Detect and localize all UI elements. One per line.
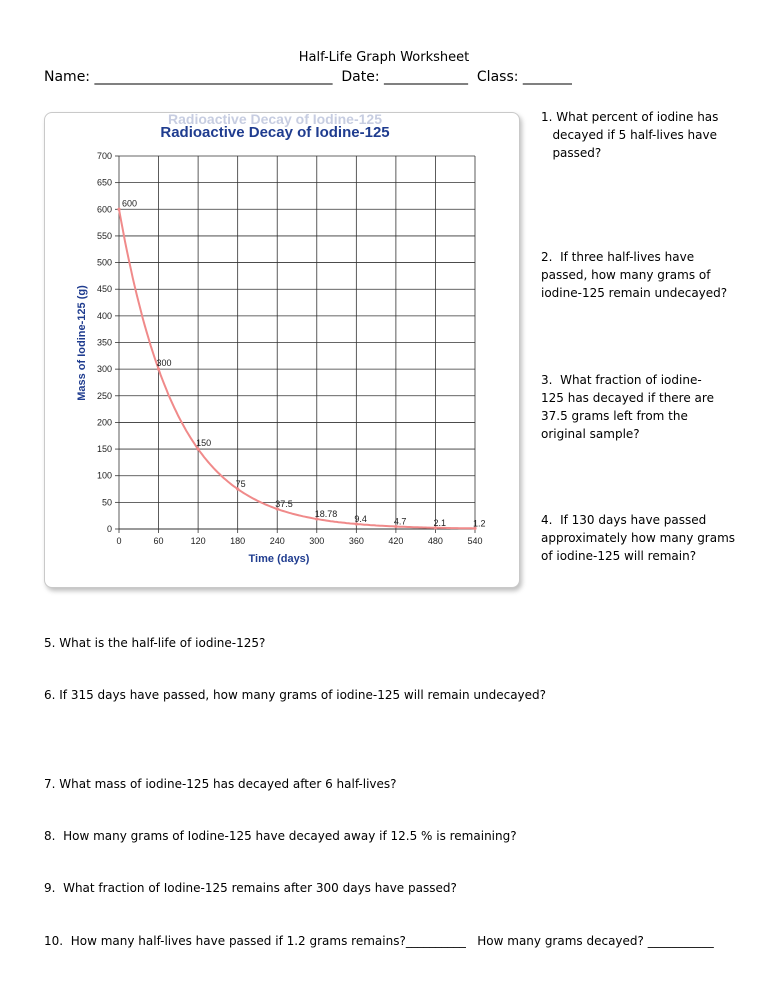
x-tick-label: 360 [348, 536, 364, 546]
x-tick-label: 180 [230, 536, 246, 546]
y-tick-label: 300 [96, 364, 112, 375]
side-question-2: 2. If three half-lives have passed, how many grams of iodine-125 remain undecayed? [541, 250, 728, 300]
x-tick-label: 480 [427, 536, 443, 546]
y-tick-label: 450 [96, 284, 112, 295]
x-tick-label: 120 [190, 536, 206, 546]
data-label: 1.2 [473, 518, 486, 529]
data-label: 4.7 [393, 516, 407, 527]
question-7: 7. What mass of iodine-125 has decayed after 6 half-lives? [44, 777, 397, 791]
y-tick-label: 600 [96, 204, 112, 215]
y-tick-label: 350 [96, 337, 112, 348]
data-point [117, 208, 120, 211]
y-tick-label: 550 [96, 230, 112, 241]
y-tick-label: 650 [96, 177, 112, 188]
decay-chart [45, 113, 519, 587]
x-axis-title: Time (days) [248, 553, 310, 565]
side-question-1: 1. What percent of iodine has decayed if 5 half-lives have passed? [541, 110, 719, 160]
data-label: 75 [235, 479, 246, 490]
question-10: 10. How many half-lives have passed if 1.2 grams remains?__________ How many grams decayed? ___________ [44, 934, 714, 948]
data-label: 9.4 [354, 513, 367, 524]
x-tick-label: 420 [388, 536, 404, 546]
worksheet-title: Half-Life Graph Worksheet [298, 50, 470, 65]
question-5: 5. What is the half-life of iodine-125? [44, 636, 266, 650]
x-tick-label: 0 [116, 536, 122, 546]
x-tick-label: 240 [269, 536, 285, 546]
question-6: 6. If 315 days have passed, how many grams of iodine-125 will remain undecayed? [44, 688, 547, 702]
data-label: 2.1 [433, 517, 446, 528]
question-8: 8. How many grams of Iodine-125 have decayed away if 12.5 % is remaining? [44, 829, 517, 843]
data-label: 37.5 [275, 499, 293, 510]
y-tick-label: 0 [106, 524, 112, 534]
y-tick-label: 250 [96, 390, 112, 401]
side-question-4: 4. If 130 days have passed approximately how many grams of iodine-125 will remain? [541, 513, 736, 563]
data-label: 18.78 [314, 508, 338, 519]
data-label: 600 [122, 198, 138, 209]
x-tick-label: 60 [153, 536, 164, 546]
side-question-3: 3. What fraction of iodine- 125 has decayed if there are 37.5 grams left from the original sample? [541, 373, 714, 441]
chart-frame [44, 112, 520, 588]
x-tick-label: 300 [309, 536, 325, 546]
question-9: 9. What fraction of Iodine-125 remains after 300 days have passed? [44, 881, 457, 895]
y-tick-label: 200 [96, 417, 112, 428]
y-tick-label: 100 [96, 470, 112, 481]
x-tick-label: 540 [467, 536, 483, 546]
chart-title: Radioactive Decay of Iodine-125 [160, 124, 390, 141]
y-axis-title: Mass of Iodine-125 (g) [76, 285, 88, 401]
y-tick-label: 150 [96, 444, 112, 455]
y-tick-label: 400 [96, 310, 112, 321]
data-label: 150 [196, 438, 212, 449]
data-label: 300 [156, 358, 172, 369]
chart-ghost-title: Radioactive Decay of Iodine-125 [168, 113, 382, 127]
y-tick-label: 50 [101, 497, 112, 508]
y-tick-label: 700 [96, 151, 112, 161]
name-date-class-line: Name: __________________________________ Date: ____________ Class: _______ [44, 69, 572, 85]
y-tick-label: 500 [96, 257, 112, 268]
